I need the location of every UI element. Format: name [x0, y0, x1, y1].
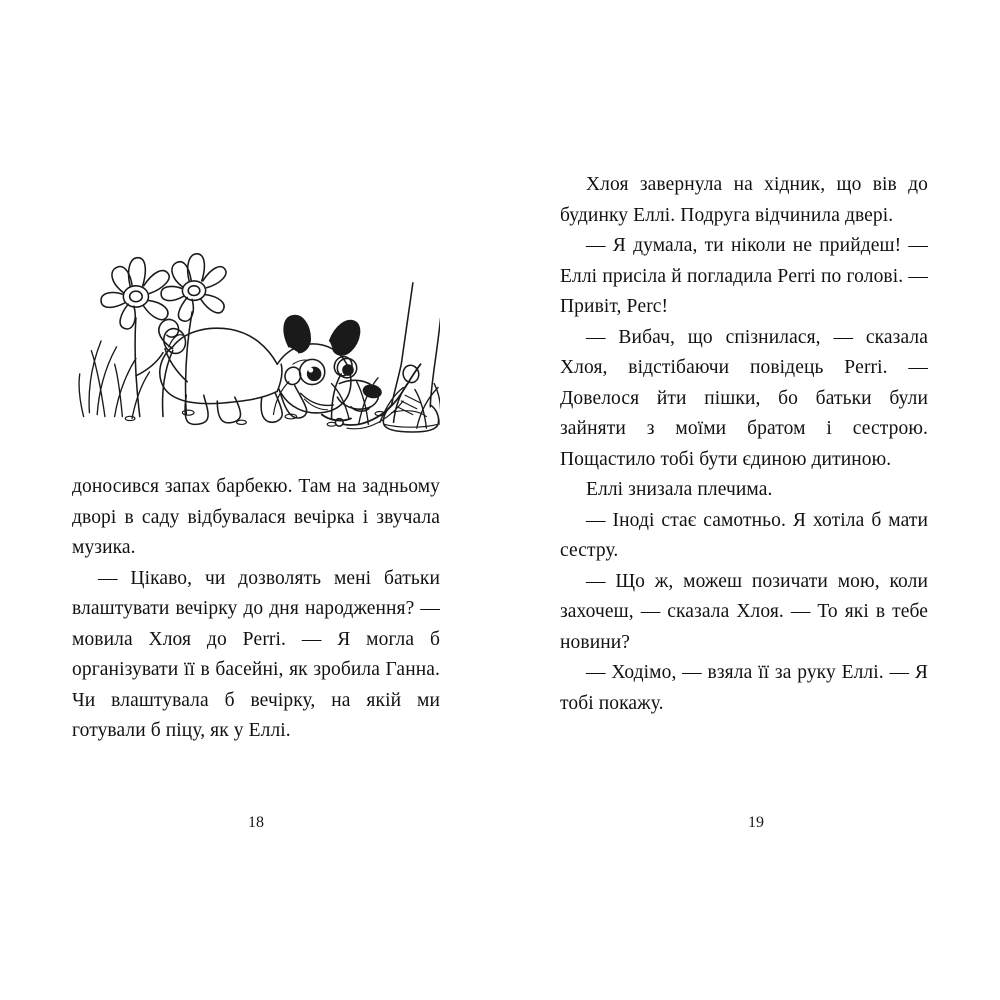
page-left — [0, 170, 500, 1000]
paragraph: — Іноді стає самотньо. Я хотіла б мати сестру. — [560, 509, 928, 561]
paragraph: — Вибач, що спізнилася, — сказала Хлоя, відстібаючи повідець Perri. — Довелося йти пішки, бо батьки були зайняти з моїми братом і сестрою. Пощастило тобі бути єдиною дитиною. — [560, 326, 928, 470]
paragraph: — Я думала, ти ніколи не прийдеш! — Еллі присіла й погладила Perri по голові. — Привіт, Perc! — [560, 235, 928, 317]
paragraph: Еллі знизала плечима. — [586, 479, 773, 500]
page-number-left: 18 — [248, 814, 264, 831]
paragraph: Хлоя завернула на хідник, що вів до будинку Еллі. Подруга відчинила двері. — [560, 174, 928, 226]
page-right — [500, 170, 1000, 1000]
chapter-illustration — [72, 170, 440, 450]
pug-dog — [159, 316, 383, 425]
person-leg-and-shoe — [383, 283, 440, 432]
page-number-right: 19 — [748, 814, 764, 831]
daffodil-left — [101, 258, 169, 417]
paragraph: — Ходімо, — взяла її за руку Еллі. — Я тобі покажу. — [560, 662, 928, 714]
flower-bud — [161, 326, 189, 417]
paragraph: — Цікаво, чи дозволять мені батьки влаштувати вечірку до дня народження? — мовила Хлоя до Perri. — Я могла б організувати її в басейні, як зробила Ганна. Чи влаштувала б вечірку, на якій ми готували б піцу, як у Еллі. — [72, 567, 440, 741]
paragraph: доносився запах барбекю. Там на задньому дворі в саду відбувалася вечірка і звучала музика. — [72, 476, 440, 558]
paragraph: — Що ж, можеш позичати мою, коли захочеш, — сказала Хлоя. — То які в тебе новини? — [560, 570, 928, 653]
grass-right — [332, 378, 440, 428]
daffodil-center — [161, 254, 226, 415]
ground-speckles — [125, 410, 385, 426]
